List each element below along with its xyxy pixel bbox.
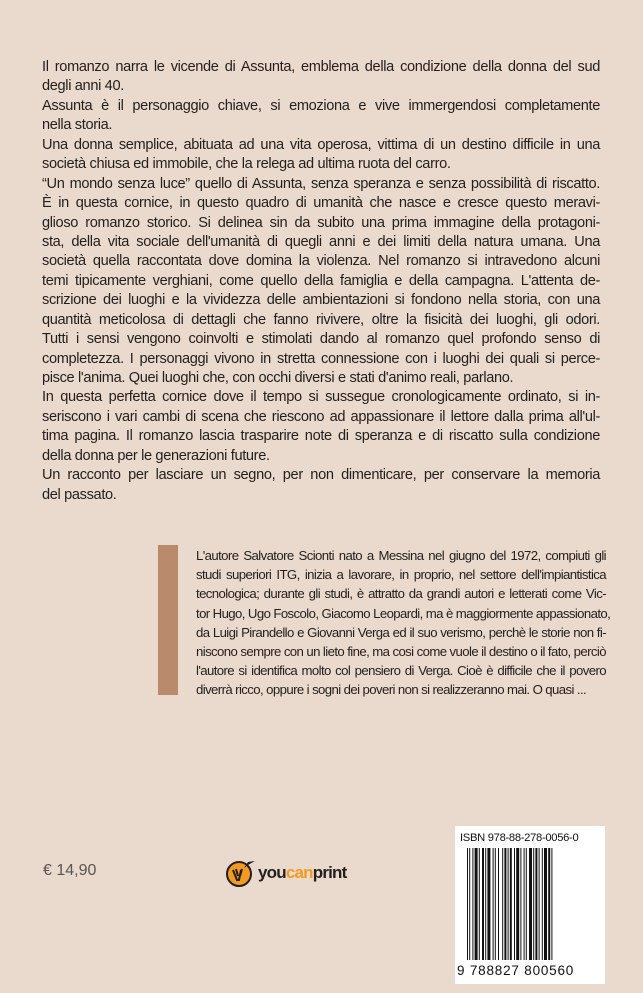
- barcode-bar: [482, 848, 484, 960]
- bio-line: l'autore si identifica molto col pensiero di Verga. Cioè è difficile che il povero: [196, 663, 606, 679]
- barcode-bar: [520, 848, 521, 960]
- barcode-bar: [548, 848, 550, 960]
- barcode-bar: [495, 848, 496, 960]
- synopsis-line: sta, della vita sociale dell'umanità di quegli anni e dei limiti della natura umana. Una: [42, 233, 600, 250]
- barcode-bar: [524, 848, 525, 960]
- barcode-bar: [493, 848, 494, 960]
- bio-line: da Luigi Pirandello e Giovanni Verga ed il suo verismo, perchè le storie non fi-: [196, 624, 606, 640]
- synopsis-line: del passato.: [42, 486, 117, 503]
- synopsis-line: “Un mondo senza luce” quello di Assunta, senza speranza e senza possibilità di riscatto.: [42, 175, 600, 192]
- bio-line: tecnologica; durante gli studi, è attratto da grandi autori e letterati come Vic-: [196, 586, 606, 602]
- barcode-bar: [502, 848, 503, 960]
- synopsis-line: Un racconto per lasciare un segno, per non dimenticare, per conservare la memoria: [42, 467, 600, 484]
- barcode-bar: [479, 848, 480, 960]
- barcode-bar: [526, 848, 527, 960]
- bio-line: studi superiori ITG, inizia a lavorare, in proprio, nel settore dell'impiantistica: [196, 567, 606, 583]
- logo-you: you: [258, 863, 286, 882]
- synopsis-line: della donna per le generazioni future.: [42, 447, 270, 464]
- price: € 14,90: [43, 862, 97, 879]
- barcode-bar: [472, 848, 473, 960]
- synopsis-line: società chiusa ed immobile, che la relega ad ultima ruota del carro.: [42, 156, 451, 173]
- author-bio: [196, 546, 611, 700]
- bio-line: tor Hugo, Ugo Foscolo, Giacomo Leopardi, ma è maggiormente appassionato,: [196, 605, 611, 621]
- barcode-bar: [504, 848, 506, 960]
- barcode-bar: [498, 848, 499, 960]
- synopsis-line: Tutti i sensi vengono coinvolti e stimolati dando al romanzo quel profondo senso di: [42, 331, 600, 348]
- barcode-bar: [510, 848, 512, 960]
- youcanprint-hand-icon: [226, 858, 256, 888]
- synopsis-line: È in questa cornice, in questo quadro di umanità che nasce e cresce questo meravi-: [42, 195, 600, 212]
- barcode-bar: [535, 848, 537, 960]
- bio-accent-bar: [158, 545, 178, 695]
- bio-line: L'autore Salvatore Scionti nato a Messina nel giugno del 1972, compiuti gli: [196, 548, 606, 563]
- barcode-bar: [514, 848, 515, 960]
- logo-print: print: [312, 863, 347, 882]
- synopsis-line: Assunta è il personaggio chiave, si emoziona e vive immergendosi completamente: [42, 97, 600, 114]
- barcode-bar: [469, 848, 470, 960]
- isbn-label: ISBN 978-88-278-0056-0: [460, 832, 579, 844]
- publisher-logo: [226, 858, 347, 888]
- barcode-bar: [487, 848, 490, 960]
- barcode-bar: [516, 848, 519, 960]
- barcode-bar: [508, 848, 509, 960]
- synopsis-line: tima pagina. Il romanzo lascia trasparire note di speranza e di riscatto sulla condizione: [42, 428, 600, 445]
- synopsis-line: società quella raccontata dove domina la violenza. Nel romanzo si intravedono alcuni: [42, 253, 600, 270]
- synopsis-line: scrizione dei luoghi e la vividezza delle ambientazioni si fondono nella storia, con una: [42, 292, 600, 309]
- barcode-bar: [551, 848, 552, 960]
- synopsis-line: nella storia.: [42, 117, 113, 134]
- synopsis-line: quantità meticolosa di dettagli che fanno rivivere, oltre la fisicità dei luoghi, gli odori.: [42, 311, 600, 328]
- barcode-bar: [544, 848, 547, 960]
- bio-line: niscono sempre con un lieto fine, ma cosi come vuole il destino o il fato, perciò: [196, 643, 606, 659]
- barcode-bar: [542, 848, 543, 960]
- synopsis-line: Una donna semplice, abituata ad una vita operosa, vittima di un destino difficile in una: [42, 136, 600, 153]
- barcode-bar: [475, 848, 478, 960]
- isbn-barcode: [455, 826, 605, 984]
- barcode-bar: [467, 848, 468, 960]
- synopsis-line: glioso romanzo storico. Si delinea sin da subito una prima immagine della protagoni-: [42, 214, 600, 231]
- barcode-bar: [529, 848, 532, 960]
- barcode-bar: [533, 848, 534, 960]
- synopsis-line: Il romanzo narra le vicende di Assunta, emblema della condizione della donna del sud: [42, 59, 600, 75]
- synopsis-line: temi tipicamente verghiani, come quello della famiglia e della campagna. L'attenta de-: [42, 272, 600, 289]
- bio-line: diverrà ricco, oppure i sogni dei poveri non si realizzeranno mai. O quasi ...: [196, 682, 587, 698]
- ean-digits: 9 788827 800560: [457, 963, 575, 978]
- synopsis-line: degli anni 40.: [42, 78, 124, 95]
- barcode-bar: [539, 848, 540, 960]
- barcode-bar: [485, 848, 486, 960]
- barcode-bars: [467, 848, 593, 966]
- synopsis-line: In questa perfetta cornice dove il tempo si sussegue cronologicamente ordinato, si in-: [42, 389, 600, 406]
- synopsis-line: pisce l'anima. Quei luoghi che, con occhi diversi e stati d'animo reali, parlano.: [42, 370, 514, 386]
- synopsis-line: completezza. I personaggi vivono in stretta connessione con i luoghi dei quali si perce-: [42, 350, 600, 367]
- synopsis-text: [42, 58, 600, 505]
- logo-can: can: [285, 863, 313, 882]
- synopsis-line: seriscono i vari cambi di scena che riescono ad appassionare il lettore dalla prima all'ul-: [42, 408, 600, 425]
